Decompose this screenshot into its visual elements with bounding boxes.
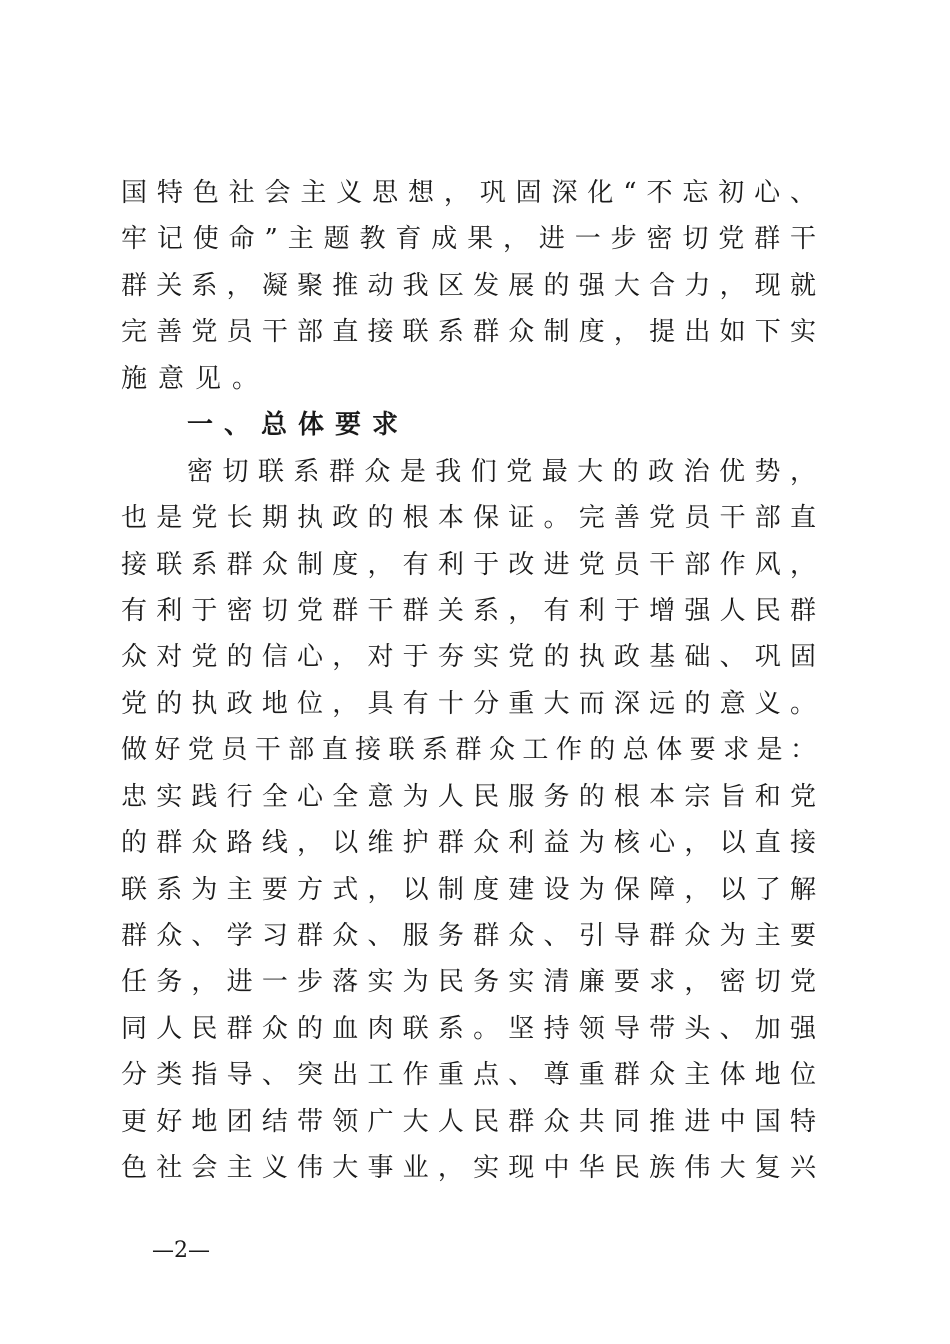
text-line: 色社会主义伟大事业，实现中华民族伟大复兴 bbox=[121, 1153, 816, 1184]
text-line: 完善党员干部直接联系群众制度，提出如下实 bbox=[121, 317, 816, 348]
page-number: —2— bbox=[152, 1238, 210, 1263]
section-heading: 一、总体要求 bbox=[187, 410, 410, 441]
body-text bbox=[121, 170, 816, 1192]
text-line: 有利于密切党群干群关系，有利于增强人民群 bbox=[121, 595, 816, 626]
text-line: 国特色社会主义思想，巩固深化“不忘初心、 bbox=[121, 178, 816, 208]
text-line: 分类指导、突出工作重点、尊重群众主体地位 bbox=[121, 1060, 816, 1091]
text-line: 群关系，凝聚推动我区发展的强大合力，现就 bbox=[121, 270, 816, 301]
text-line: 更好地团结带领广大人民群众共同推进中国特 bbox=[121, 1106, 816, 1137]
text-line: 牢记使命”主题教育成果，进一步密切党群干 bbox=[121, 224, 816, 255]
text-line: 群众、学习群众、服务群众、引导群众为主要 bbox=[121, 921, 816, 951]
text-line: 任务，进一步落实为民务实清廉要求，密切党 bbox=[121, 967, 816, 998]
text-line: 众对党的信心，对于夯实党的执政基础、巩固 bbox=[121, 642, 816, 673]
text-line: 密切联系群众是我们党最大的政治优势， bbox=[187, 456, 816, 487]
text-line: 做好党员干部直接联系群众工作的总体要求是： bbox=[121, 735, 816, 766]
text-line: 同人民群众的血肉联系。坚持领导带头、加强 bbox=[121, 1013, 816, 1044]
text-line: 也是党长期执政的根本保证。完善党员干部直 bbox=[121, 503, 816, 534]
text-line: 联系为主要方式，以制度建设为保障，以了解 bbox=[121, 874, 816, 905]
text-line: 的群众路线，以维护群众利益为核心，以直接 bbox=[121, 828, 816, 859]
text-line: 党的执政地位，具有十分重大而深远的意义。 bbox=[121, 688, 816, 719]
text-line: 忠实践行全心全意为人民服务的根本宗旨和党 bbox=[121, 781, 816, 812]
text-line: 接联系群众制度，有利于改进党员干部作风， bbox=[121, 549, 816, 580]
text-line: 施意见。 bbox=[121, 363, 270, 394]
